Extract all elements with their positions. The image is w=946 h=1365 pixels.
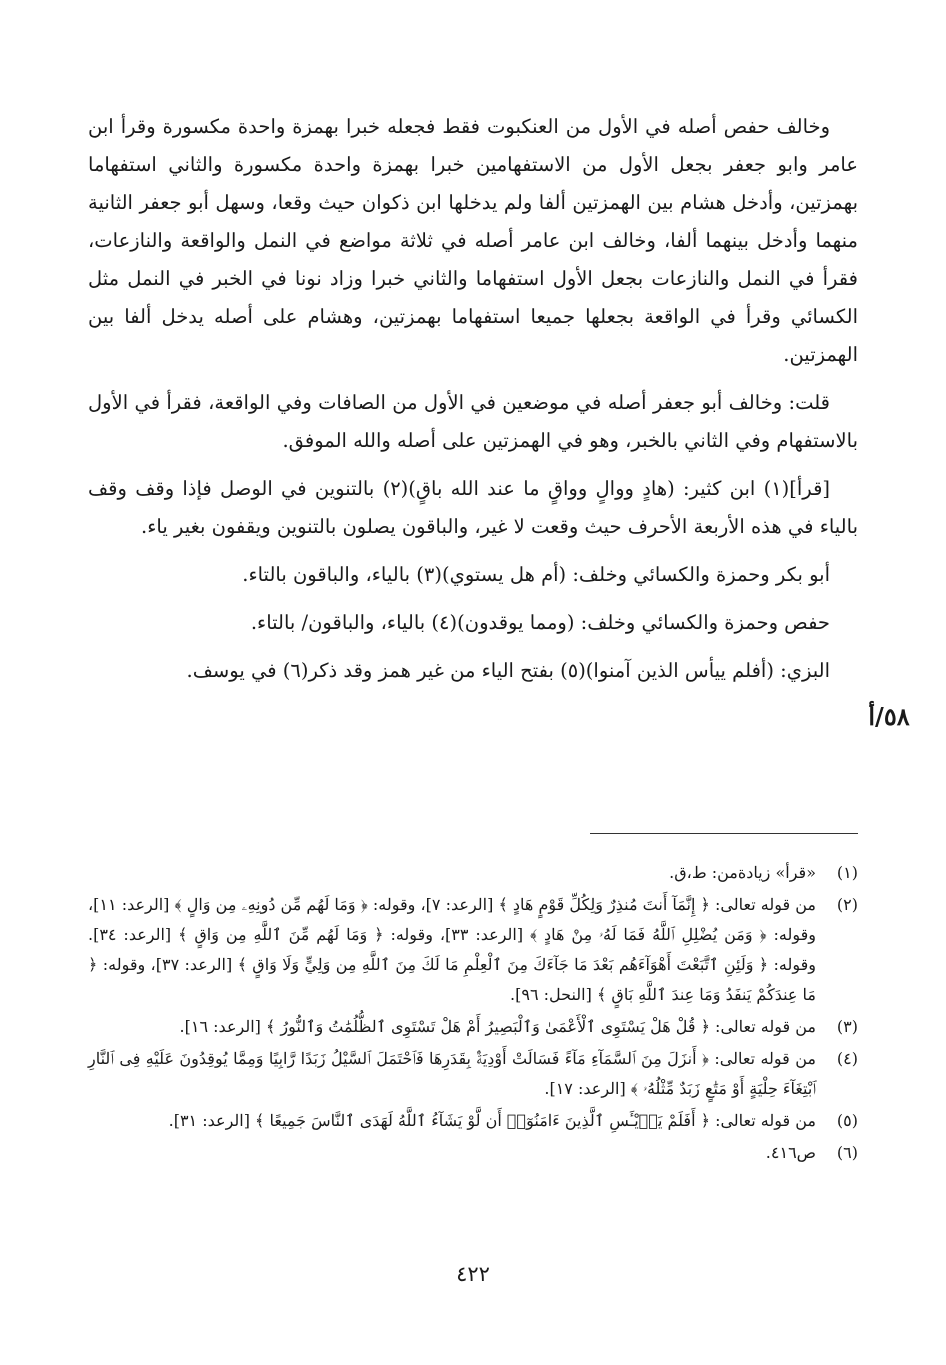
- page-number: ٤٢٢: [456, 1262, 490, 1286]
- main-text-body: [88, 108, 858, 690]
- footnote-number: (٢): [836, 895, 858, 914]
- footnote-number: (٦): [836, 1143, 858, 1162]
- footnote-6: [88, 1138, 858, 1168]
- footnote-1: [88, 858, 858, 888]
- footnote-2: [88, 890, 858, 1010]
- footnote-separator: [590, 833, 858, 834]
- paragraph-4: أبو بكر وحمزة والكسائي وخلف: (أم هل يستوي)(٣) بالياء، والباقون بالتاء.: [242, 563, 830, 586]
- footnote-text: «قرأ» زيادةمن: ط،ق.: [669, 863, 816, 882]
- footnote-text: من قوله تعالى: ﴿ قُلْ هَلْ يَسْتَوِى ٱلْأَعْمَىٰ وَٱلْبَصِيرُ أَمْ هَلْ تَسْتَوِى ٱلظُّلُمَٰتُ وَٱلنُّورُ ﴾ [الرعد: ١٦].: [179, 1017, 816, 1036]
- footnote-number: (١): [836, 863, 858, 882]
- footnote-4: [88, 1044, 858, 1104]
- footnote-text: ص٤١٦.: [765, 1143, 816, 1162]
- footnote-number: (٤): [836, 1049, 858, 1068]
- footnote-number: (٥): [836, 1111, 858, 1130]
- footnote-text: من قوله تعالى: ﴿ أَنزَلَ مِنَ ٱلسَّمَآءِ مَآءً فَسَالَتْ أَوْدِيَةٌۢ بِقَدَرِهَا فَٱحْتَمَلَ ٱلسَّيْلُ زَبَدًا رَّابِيًا وَمِمَّا يُوقِدُونَ عَلَيْهِ فِى ٱلنَّارِ ٱبْتِغَآءَ حِلْيَةٍ أَوْ مَتَٰعٍ زَبَدٌ مِّثْلُهُۥ ﴾ [الرعد: ١٧].: [88, 1049, 816, 1098]
- paragraph-3: [قرأ](١) ابن كثير: (هادٍ ووالٍ وواقٍ ما عند الله باقٍ)(٢) بالتنوين في الوصل فإذا وقف وقف بالياء في هذه الأربعة الأحرف حيث وقعت لا غير، والباقون يصلون بالتنوين ويقفون بغير ياء.: [88, 477, 858, 538]
- footnote-5: [88, 1106, 858, 1136]
- paragraph-6: البزي: (أفلم ييأس الذين آمنوا)(٥) بفتح الياء من غير همز وقد ذكر(٦) في يوسف.: [186, 659, 830, 682]
- margin-folio-mark: ٥٨/أ: [868, 702, 910, 731]
- paragraph-5: حفص وحمزة والكسائي وخلف: (ومما يوقدون)(٤) بالياء، والباقون/ بالتاء.: [250, 611, 830, 634]
- footnote-3: [88, 1012, 858, 1042]
- footnote-text: من قوله تعالى: ﴿ أَفَلَمْ يَا۟يْـَٔسِ ٱلَّذِينَ ءَامَنُوٓا۟ أَن لَّوْ يَشَآءُ ٱللَّهُ لَهَدَى ٱلنَّاسَ جَمِيعًا ﴾ [الرعد: ٣١].: [168, 1111, 816, 1130]
- paragraph-2: قلت: وخالف أبو جعفر أصله في موضعين في الأول من الصافات وفي الواقعة، فقرأ في الأول بالاستفهام وفي الثاني بالخبر، وهو في الهمزتين على أصله والله الموفق.: [88, 391, 858, 452]
- footnotes: [88, 858, 858, 1170]
- footnote-text: من قوله تعالى: ﴿ إِنَّمَآ أَنتَ مُنذِرٌ وَلِكُلِّ قَوْمٍ هَادٍ ﴾ [الرعد: ٧]، وقوله: ﴿ وَمَا لَهُم مِّن دُونِهِۦ مِن وَالٍ ﴾ [الرعد: ١١]، وقوله: ﴿ وَمَن يُضْلِلِ ٱللَّهُ فَمَا لَهُۥ مِنْ هَادٍ ﴾ [الرعد: ٣٣]، وقوله: ﴿ وَمَا لَهُم مِّنَ ٱللَّهِ مِن وَاقٍ ﴾ [الرعد: ٣٤]. وقوله: ﴿ وَلَئِنِ ٱتَّبَعْتَ أَهْوَآءَهُم بَعْدَ مَا جَآءَكَ مِنَ ٱلْعِلْمِ مَا لَكَ مِنَ ٱللَّهِ مِن وَلِيٍّ وَلَا وَاقٍ ﴾ [الرعد: ٣٧]، وقوله: ﴿ مَا عِندَكُمْ يَنفَدُ وَمَا عِندَ ٱللَّهِ بَاقٍ ﴾ [النحل: ٩٦].: [88, 895, 817, 1004]
- footnote-number: (٣): [836, 1017, 858, 1036]
- paragraph-1: وخالف حفص أصله في الأول من العنكبوت فقط فجعله خبرا بهمزة واحدة مكسورة وقرأ ابن عامر وابو جعفر بجعل الأول من الاستفهامين خبرا بهمزة واحدة مكسورة والثاني استفهاما بهمزتين، وأدخل هشام بين الهمزتين ألفا ولم يدخلها ابن ذكوان حيث وقعا، وسهل أبو جعفر الثانية منهما وأدخل بينهما ألفا، وخالف ابن عامر أصله في ثلاثة مواضع في النمل والواقعة والنازعات، فقرأ في النمل والنازعات بجعل الأول استفهاما والثاني خبرا وزاد نونا في الخبر في النمل مثل الكسائي وقرأ في الواقعة بجعلها جميعا استفهاما بهمزتين، وهشام على أصله يدخل ألفا بين الهمزتين.: [88, 115, 858, 366]
